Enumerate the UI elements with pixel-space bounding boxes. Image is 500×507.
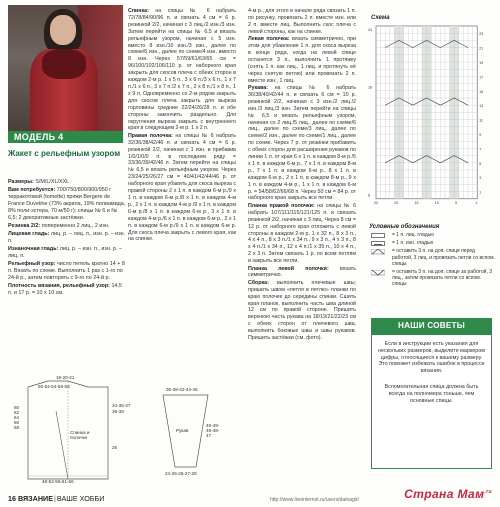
instruction-paragraph [128,133,236,244]
instruction-label: Спинка: [128,8,156,14]
instruction-paragraph [128,8,236,132]
spec-label: Плотность вязания, рельефный узор: [8,283,112,289]
spec-label: Изнаночная гладь: [8,246,60,252]
legend-title: Условные обозначения [369,224,440,230]
row-number: 11 [479,118,483,123]
model-banner [8,131,123,143]
instruction-label: Рукава: [248,84,275,91]
back-width-label: 50-52-54-56-58 [38,384,70,389]
sleeve-side-label: 49-49-48-48-47 [206,423,220,438]
spec-paragraph [8,179,126,186]
front-opening [56,411,68,479]
row-number: 13 [479,104,484,109]
sleeve-label: Рукав [176,428,189,433]
spec-label: Рельефный узор: [8,261,57,267]
side-height-value: 62 [14,410,20,415]
instruction-paragraph [248,280,356,342]
spec-text: S/M/L/XL/XXL [35,179,70,185]
side-height-value: 60 [14,405,20,410]
instruction-label: Правая полочка: [128,132,176,139]
instruction-paragraph [248,203,356,265]
row-number-left: 16 [368,85,372,90]
cable-left-icon [371,249,385,254]
folio-separator: | [54,494,56,503]
row-number: 21 [479,46,484,51]
spec-paragraph [8,261,126,282]
instruction-paragraph [248,85,356,202]
photo-face [50,15,76,45]
back-top-label: 19-20-21 [56,375,75,380]
spec-text: лиц. р. – изн. п., изн. р. – лиц. п. [8,246,122,259]
row-number: 7 [479,147,482,152]
instructions-column-a [128,8,236,244]
stitch-number: 22 [374,200,378,205]
magazine-name: ВАШЕ ХОББИ [56,494,105,503]
stitch-number: 20 [394,200,399,205]
legend-item [368,232,496,238]
row-number: 19 [479,61,484,65]
instructions-column-b [248,8,356,343]
legend-text: = 1 п. изн. гладью [392,240,434,247]
page-folio [8,494,104,503]
cable-right-icon [371,270,385,275]
section-name: ВЯЗАНИЕ [18,494,54,503]
instruction-label: Планка левой полочки: [248,265,340,272]
watermark-domain: .ru [484,489,492,495]
advice-title: НАШИ СОВЕТЫ [398,321,465,330]
row-number: 1 [479,190,482,195]
legend-item [368,269,496,288]
spec-label: Резинка 2/2: [8,223,42,229]
instruction-label: Левая полочка: [248,36,293,43]
watermark-logo [404,487,492,501]
instruction-label: Планка правой полочки: [248,202,318,209]
spec-text: попеременно 2 лиц., 2 изн. [41,223,110,229]
advice-header [371,318,492,334]
instruction-text: вязать симметрично, при этом для убавления 1 п. для скоса выреза в конце ряда, когда на левой спице останется 3 п., выполнить 1 протяжку (снять 1 п. как лиц., 1 лиц. и протянуть её через снятую петлю) или провязать 2 п. вместе изн., 1 лиц. [248,36,356,84]
spec-text: лиц. р. – лиц. п., изн. р. – изн. п. [8,231,126,244]
garment-schematic [8,375,223,485]
spec-paragraph [8,223,126,230]
instruction-paragraph [248,8,356,36]
stitch-number: 1 [475,200,478,205]
instruction-text: вязать симметрично. [248,265,356,279]
sleeve-top-label: 36-38-42-44-46 [166,387,198,392]
instruction-text: на спицы № 6 набрать 107/111/115/121/125 п. и связать резинкой 2/2, начиная с 3 лиц. Через 8 см = 12 р. от наборного края отложить с левой стороны в каждом 2-м р. 1 х 32 п., 8 х 3 п., 4 х 4 п., 8 х 3 п./1 х 34 п., 9 х 3 п., 4 х 3 п., 8 х 4 п./1 х 34 п., 12 х 4 п./1 х 35 п., 10 х 4 п., 2 х 3 п. Затем связать 1 р. по всем петлям и закрыть все петли. [248,202,356,265]
spec-label: Вам потребуется: [8,187,57,193]
bottom-width-label: 48-52-56-61-66 [42,479,74,484]
row-number: 9 [479,133,482,137]
instruction-label: Сборка: [248,279,277,286]
stitch-number: 15 [414,200,419,205]
spec-text: число петель кратно 14 + 8 п. Вязать по схеме. Выполнить 1 раз с 1-го по 24-й р., затем повторять с 9-го по 24-й р. [8,261,125,281]
side-mid2-label: 38-39 [112,409,124,414]
row-number: 23 [479,32,484,37]
spec-paragraph [8,187,126,222]
spec-text: 700/750/800/900/950 г терракотовой (tomette) пряжи Bergere de France Duvetine (73% акрила, 19% полиамида, 8% поли-эстера, 70 м/50 г); спицы № 6 и № 6,5; 2 декоративные застёжки. [8,187,126,221]
side-height-value: 64 [14,415,20,420]
instruction-paragraph [248,36,356,84]
row-number: 17 [479,75,484,80]
knit-stitch-icon [371,233,385,238]
advice-box [371,334,492,469]
instruction-text: на спицы № 6 набрать 32/36/38/42/46 п. и связать 4 см = 6 р. резинкой 2/2, начиная с 1 изн. и прибавив 1/0/1/0/0 п. в последнем ряду = 33/36/39/42/46 п. Затем перейти на спицы № 6,5 и вязать рельефным узором. Через 23/24/25/26/27 см = 40/41/42/44/46 р. от наборного края убавить для скоса выреза с правой стороны 2 х 1 п. в каждом 6-м р./9 х 1 п. в каждом 6-м р./8 х 1 п. в каждом 4-м р., 2 х 1 п. в каждом 4-м р./9 х 1 п. в каждом 6-м р./8 х 1 п. в каждом 6-м р., 3 х 1 п. в каждом 4-м р./6 х 1 п. в каждом 6-м р., 2 х 1 п. в каждом 6-м р./9 х 1 п. в каждом 6-м р. Для скоса плеча закрыть с левого края, как на спинке. [128,132,236,243]
advice-paragraph-2: Вспомогательная спица должна быть всегда на полномера тоньше, чем основные спицы. [384,383,479,404]
scheme-title: Схема [371,15,390,21]
instruction-text: на спицы № 6 набрать 72/78/84/90/96 п. и связать 4 см = 6 р. резинкой 2/2, начиная с 3 лиц./2 изн./3 изн. Затем перейти на спицы № 6,5 и вязать рельефным узором, начиная с 5 изн. вместо 8 изн./10 изн./3 изн., далее по схеме/6 изн., далее по схеме/4 изн. вместо 8 изн. Через 57/59/61/63/65 см = 96/100/102/106/110 р. от наборного края закрыть для скосов плеча с обеих сторон в каждом 2-м р. 1 х 5 п., 3 х 6 п./3 х 6 п., 1 х 7 п./1 х 6 п., 3 х 7 п./2 х 7 п., 2 х 8 п./1 х 8 п., 1 х 9 п. Одновременно со 2-м рядом закрыть для скосов плеча закрыть для выреза горловины средние 22/24/26/28 п. и обе стороны закончить раздельно. Для округления выреза закрыть с внутреннего края в следующем 2-м р. 1 х 2 п. [128,8,236,132]
legend-item [368,240,496,246]
photo-collar [42,49,86,79]
instruction-text: выполнить плечевые швы; пришить швом «петля в петлю» планки по краю полочек до середины спинки. Сшить края планок, выполнить часть шва длиной 12 см по правой стороне. Пришить верхнюю часть рукава на 18/19/21/22/23 см с обеих сторон от плечевого шва, выполнить боковые швы и швы рукавов. Пришить застёжки (см. фото). [248,279,356,342]
stitch-number: 5 [454,200,457,205]
row-number-left: 24 [368,28,372,32]
spec-paragraph [8,283,126,297]
spec-label: Лицевая гладь: [8,231,51,237]
model-title: Жакет с рельефным узором [8,149,121,158]
spec-text: 14,5 п. и 17 р. = 10 х 10 см. [8,283,122,296]
model-banner-label: МОДЕЛЬ 4 [14,132,64,142]
instruction-text: на спицы № 6 набрать 36/38/40/42/44 п. и связать 6 см = 10 р. резинкой 2/2, начиная с 3 изн./2 лиц./2 изн./3 лиц./3 изн. Затем перейти на спицы № 6,5 и вязать рельефным узором, начиная со 2 лиц./5 лиц., далее по схеме/6 лиц., далее по схеме/3 лиц., далее по схеме/2 изн., далее по схеме/1 лиц., далее по схеме. Через 7 р. от резинки прибавить с обеих сторон для расширения рукавов по линии 1 п. от края 6 х 1 п. в каждом 8-м р./5 х 1 п. в каждом 6-м р., 7 х 1 п. в каждом 8-м р., 7 х 1 п. в каждом 6-м р., 8 х 1 п. в каждом 6-м р., 2 х 1 п. в каждом 8-м р., 9 х 1 п. в каждом 4-м р., 1 х 1 п. в каждом 6-м р. = 54/58/62/66/68 п. Через 50 см = 84 р. от наборного края закрыть все петли. [248,84,356,202]
legend-item [368,248,496,267]
model-photo [8,5,123,133]
row-number: 15 [479,89,484,94]
purl-stitch-icon [371,241,385,246]
side-height-value: 66 [14,420,20,425]
left-specs [8,179,126,298]
spec-paragraph [8,246,126,260]
row-number: 5 [479,161,482,166]
page-number: 16 [8,494,16,503]
side-height-label [14,405,26,430]
legend-text: = оставить 3 п. на доп. спице перед работой, 3 лиц. и провязать петли со вспом. спицы [392,248,495,267]
legend [368,232,496,290]
watermark-text: Страна Мам [404,487,485,501]
advice-paragraph-1: Если в инструкции есть указания для нескольких размеров, выделите маркером цифры, относящиеся к вашему размеру. Это поможет избежать ошибок в процессе вязания. [377,341,486,375]
instruction-paragraph [248,266,356,280]
side-bottom-label: 26 [112,445,118,450]
center-label: Спинка и полочки [70,430,90,440]
legend-text: = 1 п. лиц. гладью [392,232,435,238]
spec-label: Размеры: [8,179,36,185]
side-height-value: 68 [14,425,20,430]
sleeve-bottom-label: 24-25-26-27-28 [165,471,197,476]
row-number: 3 [479,176,482,181]
instruction-text: 4-м р., для этого в начале ряда связать 1 п. по рисунку, провязать 2 п. вместе изн. или 2 п. вместе лиц. Выполнить скос плеча с левой стороны, как на спинке. [248,8,356,35]
stitch-number: 10 [434,200,439,205]
source-url[interactable]: http://www.liveinternet.ru/users/damagir/ [270,497,359,503]
legend-text: = оставить 3 п. на доп. спице за работой, 3 лиц., затем провязать петли со вспом. спицы [392,269,493,288]
knitting-scheme [368,22,493,207]
side-mid-label: 34-35-37 [112,403,131,408]
spec-paragraph [8,231,126,245]
row-number-left: 8 [368,193,370,198]
